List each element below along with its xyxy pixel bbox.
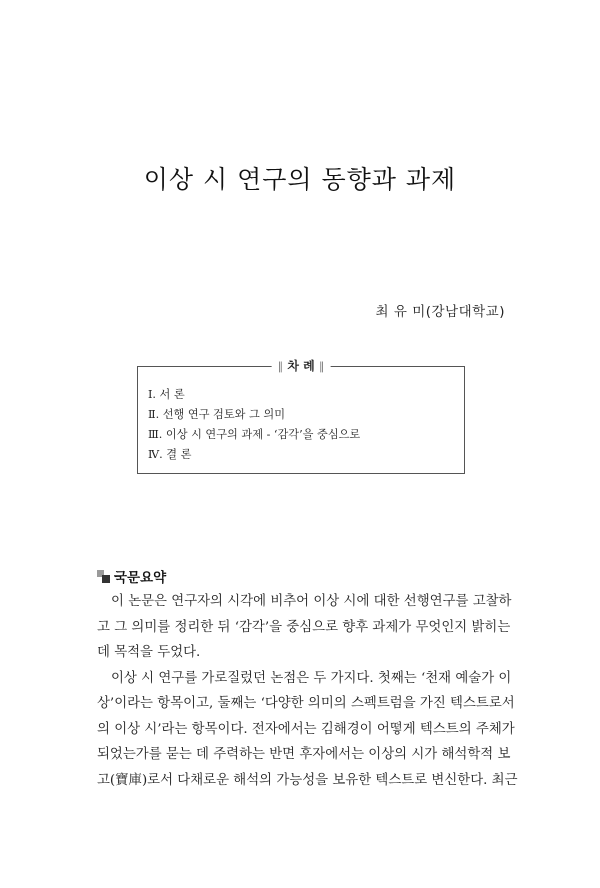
toc-heading (272, 357, 331, 374)
toc-heading-right-mark: ∥ (318, 360, 325, 373)
abstract-body (97, 589, 518, 793)
abstract-heading (97, 566, 166, 586)
toc-item: Ⅳ. 결 론 (148, 448, 192, 461)
toc-item: Ⅲ. 이상 시 연구의 과제 - ‘감각’을 중심으로 (148, 428, 361, 441)
toc-item: Ⅰ. 서 론 (148, 388, 185, 401)
abstract-line: 되었는가를 묻는 데 주력하는 반면 후자에서는 이상의 시가 해석학적 보 (97, 747, 511, 762)
abstract-line: 고(寶庫)로서 다채로운 해석의 가능성을 보유한 텍스트로 변신한다. 최근 (97, 772, 518, 788)
author-line: 최 유 미(강남대학교) (375, 304, 505, 320)
section-bullet-icon (97, 570, 110, 583)
abstract-line: 이 논문은 연구자의 시각에 비추어 이상 시에 대한 선행연구를 고찰하 (111, 594, 512, 609)
toc-heading-label: 차 례 (287, 359, 315, 373)
abstract-line: 의 이상 시’라는 항목이다. 전자에서는 김해경이 어떻게 텍스트의 주체가 (97, 721, 515, 737)
table-of-contents (137, 359, 465, 474)
toc-heading-left-mark: ∥ (277, 360, 284, 373)
abstract-line: 이상 시 연구를 가로질렀던 논점은 두 가지다. 첫째는 ‘천재 예술가 이 (111, 670, 512, 686)
page-title: 이상 시 연구의 동향과 과제 (143, 165, 457, 194)
abstract-heading-label: 국문요약 (114, 570, 167, 586)
abstract-line: 상’이라는 항목이고, 둘째는 ‘다양한 의미의 스펙트럼을 가진 텍스트로서 (97, 696, 515, 711)
abstract-line: 데 목적을 두었다. (97, 645, 201, 660)
toc-list (148, 385, 360, 465)
abstract-line: 고 그 의미를 정리한 뒤 ‘감각’을 중심으로 향후 과제가 무엇인지 밝히는 (97, 619, 511, 635)
toc-item: Ⅱ. 선행 연구 검토와 그 의미 (148, 408, 286, 421)
